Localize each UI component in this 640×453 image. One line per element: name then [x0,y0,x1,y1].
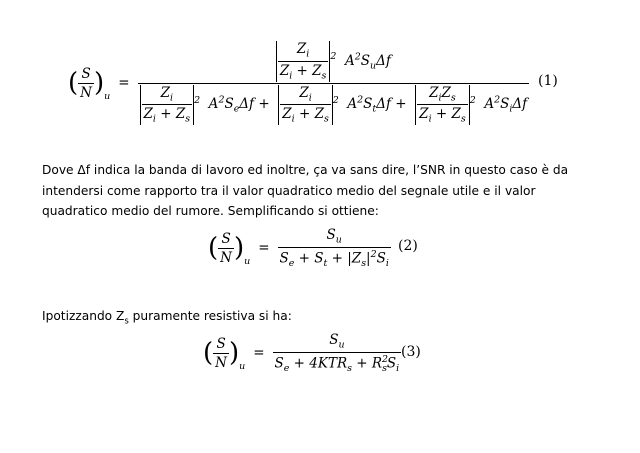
equation-2-fraction: $\frac{S_u}{S_e + S_t + |Z_s|^2S_i}$ [279,227,389,269]
equation-2: ( $\frac{S}{N}$ ) $_u$ = $\frac{S_u}{S_e + S_t + |Z_s|^2S_i}$ [208,227,389,269]
snr-fraction: $\frac{S}{N}$ [80,65,92,101]
left-paren: ( [68,68,79,98]
paragraph-1: Dove Δf indica la banda di lavoro ed inoltre, ça va sans dire, l’SNR in questo caso è da intendersi come rapporto tra il valor quadratico medio del segnale utile e il valor quadratico medio del rumore. Semplificando si ottiene: [42,163,569,218]
equation-3-number: (3) [401,344,421,360]
equation-1-number: (1) [538,73,558,89]
right-paren: ) [93,68,105,98]
paragraph-2: Ipotizzando $Z_s$ puramente resistiva si ha: [42,309,292,327]
equation-2-number: (2) [398,238,418,254]
equation-3: ( $\frac{S}{N}$ ) $_u$ = $\frac{S_u}{S_e + 4KTR_s + R^2_sS_i}$ [203,332,400,374]
main-fraction: $\frac{Z_i}{Z_i + Z_s}$ $^2$ $A^2S_u\Delta f$ $\frac{Z_i}{Z_i + Z_s}$ $^2$ $A^2S_e\Delta f$ + $\frac{Z_i}{Z_i + Z_s}$ $^2$ $A^2S_t\Delta f$ + $\frac{Z_iZ_s}{Z_i + Z_s}$ $^2$ $A^2S_i\Delta f$ [138,41,530,125]
equation-1: ( $\frac{S}{N}$ ) $_u$ = $\frac{Z_i}{Z_i + Z_s}$ $^2$ $A^2S_u\Delta f$ $\frac{Z_i}{Z_i + Z_s}$ $^2$ $A^2S_e\Delta f$ + $\frac{Z_i}{Z_i + Z_s}$ $^2$ $A^2S_t\Delta f$ + $\frac{Z_iZ_s}{Z_i + Z_s}$ $^2$ $A^2S_i\Delta f$ [68,41,528,125]
equation-3-fraction: $\frac{S_u}{S_e + 4KTR_s + R^2_sS_i}$ [274,332,400,374]
